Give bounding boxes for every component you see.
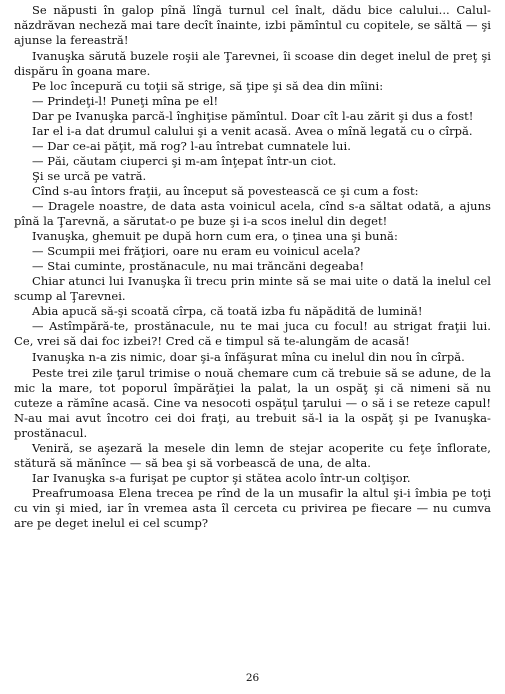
paragraph-19: Peste trei zile ţarul trimise o nouă chemare cum că trebuie să se adune, de la mic la mare, tot poporul împărăţiei la palat, la un ospăţ şi că nimeni să nu cuteze a rămîne acasă. Cine va nesocoti ospăţul ţarului — o să i se reteze capul! N-au mai avut încotro cei doi fraţi, au trebuit să-l ia la ospăţ şi pe Ivanuşka-prostănacul. [14,366,491,440]
paragraph-1: Se năpusti în galop pînă lîngă turnul cel înalt, dădu bice calului... Calul-năzdrăvan necheză mai tare decît înainte, izbi pămîntul cu copitele, se săltă — şi ajunse la fereastră! [14,3,491,47]
paragraph-20: Veniră, se aşezară la mesele din lemn de stejar acoperite cu feţe înflorate, stătură să mănînce — să bea şi să vorbească de una, de alta. [14,441,491,470]
paragraph-16: Abia apucă să-şi scoată cîrpa, că toată izba fu năpădită de lumină! [32,304,423,318]
paragraph-3: Pe loc începură cu toţii să strige, să ţipe şi să dea din mîini: [32,79,384,93]
paragraph-2: Ivanuşka sărută buzele roşii ale Ţarevnei, îi scoase din deget inelul de preţ şi dispăru în goana mare. [14,49,491,78]
paragraph-10: Cînd s-au întors fraţii, au început să povestească ce şi cum a fost: [32,184,419,198]
paragraph-6: Iar el i-a dat drumul calului şi a venit acasă. Avea o mînă legată cu o cîrpă. [32,124,473,138]
paragraph-18: Ivanuşka n-a zis nimic, doar şi-a înfăşurat mîna cu inelul din nou în cîrpă. [32,350,465,364]
paragraph-21: Iar Ivanuşka s-a furişat pe cuptor şi stătea acolo într-un colţişor. [32,471,411,485]
paragraph-4: — Prindeţi-l! Puneţi mîna pe el! [32,94,219,108]
paragraph-9: Şi se urcă pe vatră. [32,169,147,183]
paragraph-14: — Stai cuminte, prostănacule, nu mai trăncăni degeaba! [32,259,365,273]
paragraph-15: Chiar atunci lui Ivanuşka îi trecu prin minte să se mai uite o dată la inelul cel scump al Ţarevnei. [14,274,491,303]
paragraph-11: — Dragele noastre, de data asta voinicul acela, cînd s-a săltat odată, a ajuns pînă la Ţarevnă, a sărutat-o pe buze şi i-a scos inelul din deget! [14,199,491,228]
page-number: 26 [245,672,260,684]
paragraph-13: — Scumpii mei frăţiori, oare nu eram eu voinicul acela? [32,244,361,258]
paragraph-12: Ivanuşka, ghemuit pe după horn cum era, o ţinea una şi bună: [32,229,398,243]
paragraph-7: — Dar ce-ai păţit, mă rog? l-au întrebat cumnatele lui. [32,139,351,153]
paragraph-8: — Păi, căutam ciuperci şi m-am înţepat într-un ciot. [32,154,337,168]
paragraph-5: Dar pe Ivanuşka parcă-l înghiţise pămîntul. Doar cît l-au zărit şi dus a fost! [32,109,474,123]
paragraph-17: — Astîmpără-te, prostănacule, nu te mai juca cu focul! au strigat fraţii lui. Ce, vrei să dai foc izbei?! Cred că e timpul să te-alungăm de acasă! [14,319,491,348]
paragraph-22: Preafrumoasa Elena trecea pe rînd de la un musafir la altul şi-i îmbia pe toţi cu vin şi mied, iar în vremea asta îl cerceta cu privirea pe fiecare — nu cumva are pe deget inelul ei cel scump? [14,486,491,530]
